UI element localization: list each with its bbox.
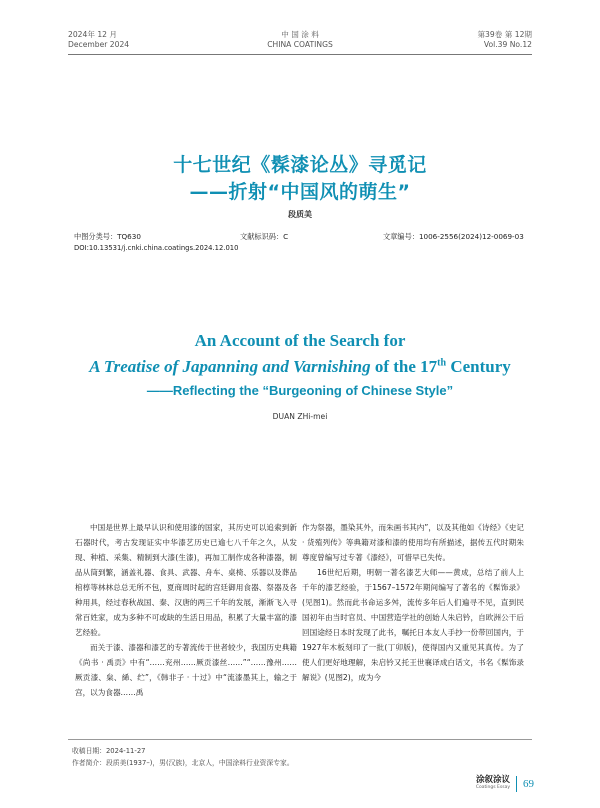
title-en-line2 <box>0 357 600 377</box>
section-name-en: Coatings Essay <box>475 785 510 790</box>
author-cn: 段质美 <box>288 210 312 219</box>
section-brand <box>476 775 510 791</box>
body-column-left <box>75 520 297 700</box>
article-number: 文章编号：1006-2556(2024)12-0069-03 <box>383 232 524 241</box>
title-en-sup: th <box>437 357 447 369</box>
title-cn-subtitle: ——折射“中国风的萌生” <box>189 181 411 203</box>
header-date-cn: 2024年 12 月 <box>68 30 118 39</box>
paragraph: 作为祭器，墨染其外，而朱画书其内”，以及其他如《诗经》《史记 · 货殖列传》等典籍对漆和漆的使用均有所描述，据传五代时期朱尊度曾编写过专著《漆经》，可惜早已失传。 <box>302 523 524 562</box>
paragraph: 16世纪后期，明朝一著名漆艺大师——黄成，总结了前人上千年的漆艺经验，于1567–1572年期间编写了著名的《髹饰录》(见图1)。然而此书命运多舛，流传多年后人们遍寻不见，直到民国初年由当时官员、中国营造学社的创始人朱启钤，自欧洲公干后回国途经日本时发现了此书，嘱托日本友人手抄一份带回国内，于1927年木板刻印了一批(丁卯版)，使得国内又重见其真传。为了使人们更好地理解，朱启钤又托王世襄译成白话文，书名《髹饰录解说》(见图2)，成为今 <box>302 568 524 682</box>
header-right <box>477 30 532 50</box>
title-en-book: A Treatise of Japanning and Varnishing <box>89 357 371 376</box>
classification-number: 中图分类号：TQ630 <box>74 232 141 241</box>
received-date: 收稿日期：2024-11-27 <box>72 747 146 755</box>
author-bio: 作者简介：段质美(1937–)，男(汉族)，北京人，中国涂料行业资深专家。 <box>72 759 294 767</box>
title-en-end: Century <box>446 357 511 376</box>
header-date-en: December 2024 <box>68 40 130 49</box>
brand-divider <box>516 776 518 792</box>
author-en: DUAN ZHi-mei <box>272 412 328 421</box>
volume-en: Vol.39 No.12 <box>483 40 532 49</box>
header-divider <box>68 54 532 55</box>
paragraph: 中国是世界上最早认识和使用漆的国家，其历史可以追索到新石器时代，考古发现证实中华漆艺历史已逾七八千年之久，从发现、种植、采集、精制到大漆(生漆)，再加工制作成各种漆器，制品从筒到繁，涵盖礼器、食具、武器、舟车、桌椅、乐器以及葬品棺椁等林林总总无所不包，夏商周时起的宫廷御用食器、祭器及各种用具，经过春秋战国、秦、汉唐的两三千年的发展，渐渐飞入寻常百姓家，成为多种不可或缺的生活日用品，积累了大量丰富的漆艺经验。 <box>75 523 297 637</box>
title-cn-main: 十七世纪《髹漆论丛》寻觅记 <box>173 154 427 176</box>
title-en-mid: of the 17 <box>370 357 438 376</box>
doi: DOI:10.13531/j.cnki.china.coatings.2024.12.010 <box>74 244 239 252</box>
document-code: 文献标识码：C <box>240 232 289 241</box>
footnote-divider <box>68 739 532 740</box>
paragraph: 而关于漆、漆器和漆艺的专著流传于世者较少，我国历史典籍《尚书 · 禹贡》中有“……兖州……厥贡漆丝……”“……豫州……厥贡漆、枲、絺、纻”，《韩非子 · 十过》中“流漆墨其上，输之于宫，以为食器……禹 <box>75 643 297 697</box>
section-name-cn: 涂叙涂议 <box>475 775 510 785</box>
page-number: 69 <box>523 778 534 790</box>
body-column-right <box>302 520 524 685</box>
journal-name-en: CHINA COATINGS <box>267 40 333 49</box>
journal-name-cn: 中 国 涂 料 <box>281 30 319 39</box>
title-en-subtitle: ——Reflecting the “Burgeoning of Chinese Style” <box>146 383 454 398</box>
title-en-line1: An Account of the Search for <box>194 331 406 350</box>
volume-cn: 第39卷 第 12期 <box>477 30 532 39</box>
